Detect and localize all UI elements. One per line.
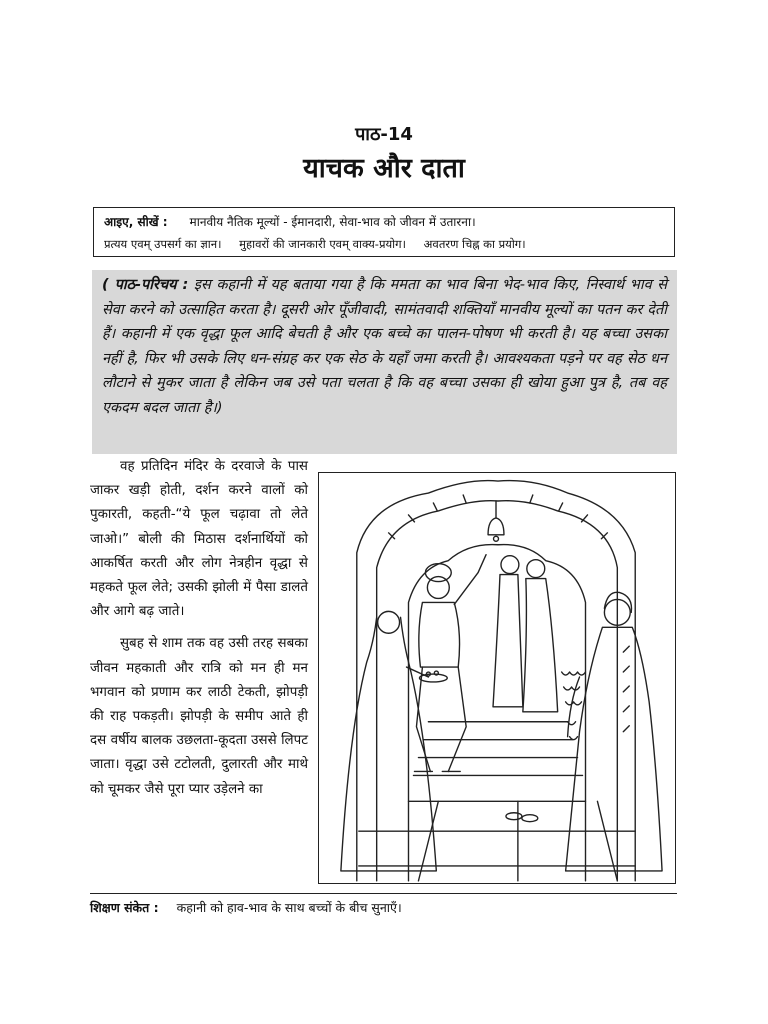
lesson-number: पाठ-14	[355, 124, 413, 145]
objectives-line-1	[104, 211, 664, 233]
learning-objectives-box	[93, 207, 675, 257]
teaching-note-text: कहानी को हाव-भाव के साथ बच्चों के बीच सुनाएँ।	[176, 900, 402, 915]
objectives-line-2	[104, 233, 664, 255]
footer-divider	[90, 893, 677, 894]
story-paragraph-1: वह प्रतिदिन मंदिर के दरवाजे के पास जाकर खड़ी होती, दर्शन करने वालों को पुकारती, कहती-“ये फूल चढ़ावा तो लेते जाओ।” बोली की मिठास दर्शनार्थियों को आकर्षित करती और लोग नेत्रहीन वृद्धा से महकते फूल लेते; उसकी झोली में पैसा डालते और आगे बढ़ जाते।	[90, 459, 308, 620]
temple-illustration	[318, 472, 676, 884]
temple-scene-drawing	[319, 473, 675, 883]
lesson-introduction	[92, 270, 677, 454]
teaching-note-label: शिक्षण संकेत :	[90, 900, 159, 915]
teaching-note	[90, 899, 402, 916]
intro-label: ( पाठ-परिचय :	[102, 277, 189, 293]
story-paragraph-2: सुबह से शाम तक वह उसी तरह सबका जीवन महकाती और रात्रि को मन ही मन भगवान को प्रणाम कर लाठी टेकती, झोपड़ी की राह पकड़ती। झोपड़ी के समीप आते ही दस वर्षीय बालक उछलता-कूदता उससे लिपट जाता। वृद्धा उसे टटोलती, दुलारती और माथे को चूमकर जैसे पूरा प्यार उड़ेलने का	[90, 636, 308, 797]
story-text	[90, 455, 308, 802]
lesson-title: याचक और दाता	[303, 153, 465, 184]
intro-text: इस कहानी में यह बताया गया है कि ममता का भाव बिना भेद-भाव किए, निस्वार्थ भाव से सेवा करने को उत्साहित करता है। दूसरी ओर पूँजीवादी, सामंतवादी शक्तियाँ मानवीय मूल्यों का पतन कर देती हैं। कहानी में एक वृद्धा फूल आदि बेचती है और एक बच्चे का पालन-पोषण भी करती है। यह बच्चा उसका नहीं है, फिर भी उसके लिए धन-संग्रह कर एक सेठ के यहाँ जमा करती है। आवश्यकता पड़ने पर वह सेठ धन लौटाने से मुकर जाता है लेकिन जब उसे पता चलता है कि वह बच्चा उसका ही खोया हुआ पुत्र है, तब वह एकदम बदल जाता है।)	[102, 277, 668, 416]
objectives-text-1: मानवीय नैतिक मूल्यों - ईमानदारी, सेवा-भाव को जीवन में उतारना।	[189, 215, 476, 229]
objective-item: अवतरण चिह्न का प्रयोग।	[423, 237, 526, 251]
objectives-label: आइए, सीखें :	[104, 215, 168, 229]
objective-item: प्रत्यय एवम् उपसर्ग का ज्ञान।	[104, 237, 222, 251]
objective-item: मुहावरों की जानकारी एवम् वाक्य-प्रयोग।	[239, 237, 406, 251]
